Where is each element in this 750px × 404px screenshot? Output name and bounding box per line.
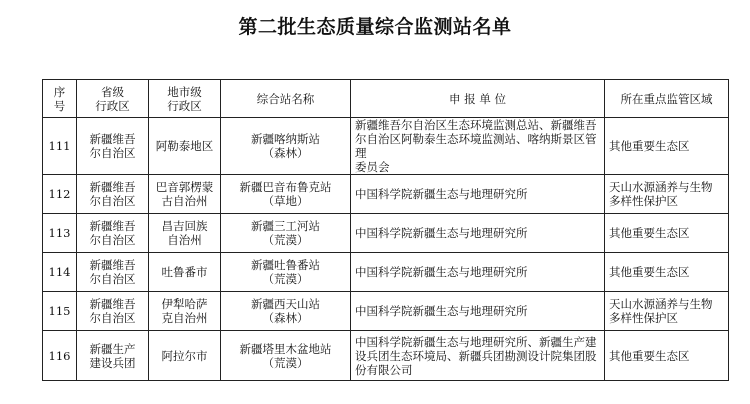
province-cell: 新疆维吾 尔自治区 [77,292,149,331]
table-row [43,253,729,292]
table-row [43,331,729,381]
area-cell: 其他重要生态区 [605,331,729,381]
station-list-table [42,79,729,381]
city-cell: 昌吉回族 自治州 [149,214,221,253]
station-cell: 新疆巴音布鲁克站 （草地） [221,175,351,214]
header-seq: 序 号 [43,80,77,118]
area-cell: 其他重要生态区 [605,214,729,253]
seq-cell: 111 [43,118,77,175]
unit-cell: 中国科学院新疆生态与地理研究所 [351,253,605,292]
station-cell: 新疆吐鲁番站 （荒漠） [221,253,351,292]
station-cell: 新疆塔里木盆地站 （荒漠） [221,331,351,381]
seq-cell: 115 [43,292,77,331]
header-province: 省级 行政区 [77,80,149,118]
area-cell: 其他重要生态区 [605,118,729,175]
unit-cell: 中国科学院新疆生态与地理研究所 [351,214,605,253]
city-cell: 伊犁哈萨 克自治州 [149,292,221,331]
area-cell: 天山水源涵养与生物 多样性保护区 [605,175,729,214]
province-cell: 新疆生产 建设兵团 [77,331,149,381]
city-cell: 阿勒泰地区 [149,118,221,175]
unit-cell: 新疆维吾尔自治区生态环境监测总站、新疆维吾 尔自治区阿勒泰生态环境监测站、喀纳斯景区管理 委员会 [351,118,605,175]
document-title: 第二批生态质量综合监测站名单 [238,16,512,38]
province-cell: 新疆维吾 尔自治区 [77,214,149,253]
header-area: 所在重点监管区域 [605,80,729,118]
area-cell: 其他重要生态区 [605,253,729,292]
city-cell: 巴音郭楞蒙 古自治州 [149,175,221,214]
header-city: 地市级 行政区 [149,80,221,118]
province-cell: 新疆维吾 尔自治区 [77,118,149,175]
header-station: 综合站名称 [221,80,351,118]
city-cell: 吐鲁番市 [149,253,221,292]
table-row [43,292,729,331]
station-cell: 新疆喀纳斯站 （森林） [221,118,351,175]
unit-cell: 中国科学院新疆生态与地理研究所 [351,292,605,331]
seq-cell: 116 [43,331,77,381]
seq-cell: 114 [43,253,77,292]
station-cell: 新疆西天山站 （森林） [221,292,351,331]
province-cell: 新疆维吾 尔自治区 [77,175,149,214]
table-row [43,214,729,253]
province-cell: 新疆维吾 尔自治区 [77,253,149,292]
unit-cell: 中国科学院新疆生态与地理研究所 [351,175,605,214]
seq-cell: 113 [43,214,77,253]
seq-cell: 112 [43,175,77,214]
table-header-row [43,80,729,118]
station-cell: 新疆三工河站 （荒漠） [221,214,351,253]
header-unit: 申 报 单 位 [351,80,605,118]
table-row [43,118,729,175]
table-row [43,175,729,214]
unit-cell: 中国科学院新疆生态与地理研究所、新疆生产建 设兵团生态环境局、新疆兵团勘测设计院集团股 份有限公司 [351,331,605,381]
area-cell: 天山水源涵养与生物 多样性保护区 [605,292,729,331]
city-cell: 阿拉尔市 [149,331,221,381]
